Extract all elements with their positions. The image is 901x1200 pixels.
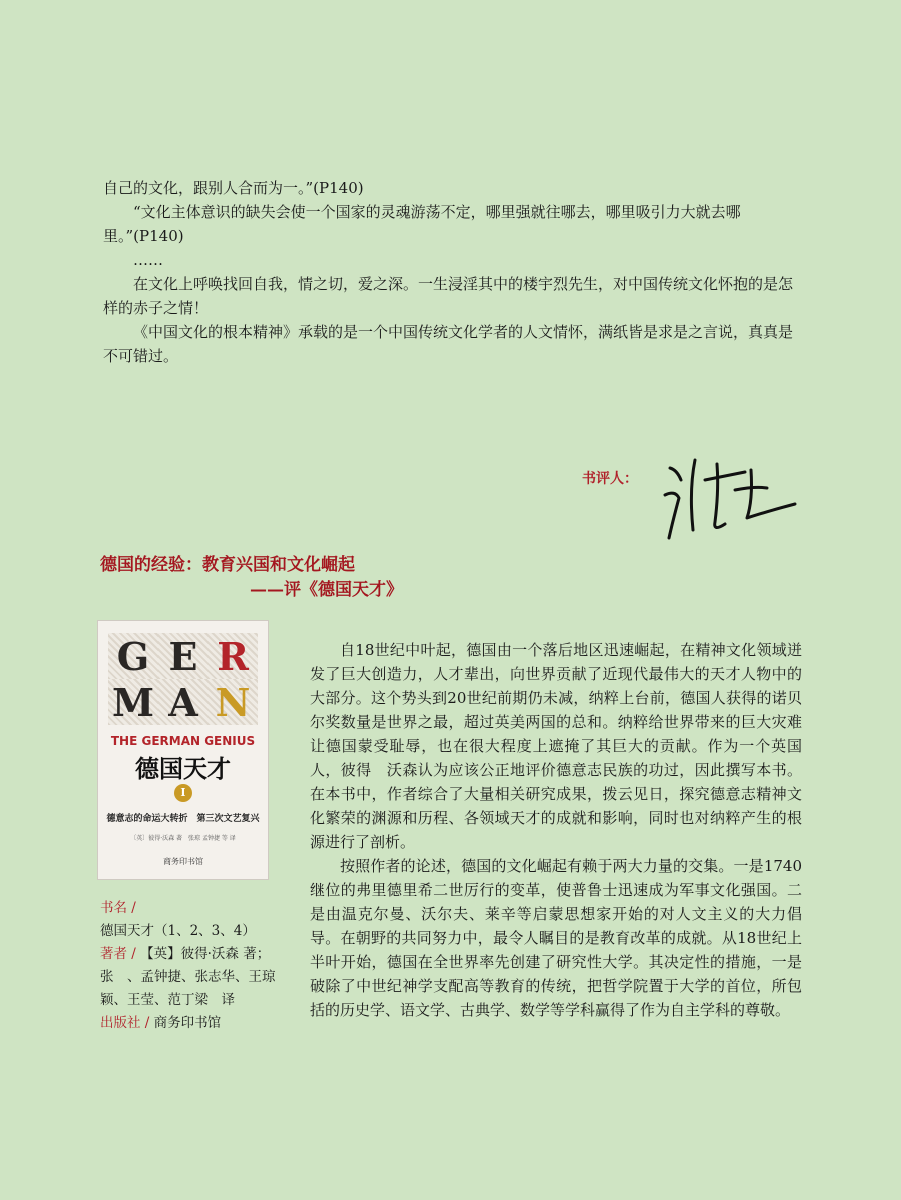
book-title-label: 书名	[100, 900, 127, 916]
cover-credit: 〔英〕彼得·沃森 著 张琼 孟钟捷 等 译	[130, 835, 236, 842]
review-paragraph: 在文化上呼唤找回自我，情之切，爱之深。一生浸淫其中的楼宇烈先生，对中国传统文化怀抱的是怎样的赤子之情！	[103, 275, 794, 317]
cover-letter-tile: N	[208, 679, 258, 725]
cover-letter-grid	[108, 633, 258, 725]
cover-letter-tile: G	[108, 633, 158, 679]
cover-publisher-logo: 商务印书馆	[163, 857, 203, 866]
review-paragraph: “文化主体意识的缺失会使一个国家的灵魂游荡不定，哪里强就往哪去，哪里吸引力大就去哪里。”(P140)	[103, 203, 741, 245]
book-info-title-line: 书名 / 德国天才（1、2、3、4）	[100, 900, 256, 939]
article-title	[100, 553, 403, 603]
book-cover-image	[97, 620, 269, 880]
book-info	[100, 897, 290, 1035]
book-info-publisher-line: 出版社 / 商务印书馆	[100, 1015, 222, 1031]
article-paragraph: 按照作者的论述，德国的文化崛起有赖于两大力量的交集。一是1740继位的弗里德里希二世厉行的变革，使普鲁士迅速成为军事文化强国。二是由温克尔曼、沃尔夫、莱辛等启蒙思想家开始的对人文主义的大力倡导。在朝野的共同努力中，最令人瞩目的是教育改革的成就。从18世纪上半叶开始，德国在全世界率先创建了研究性大学。其决定性的措施，一是破除了中世纪神学支配高等教育的传统，把哲学院置于大学的首位，所包括的历史学、语文学、古典学、数学等学科赢得了作为自主学科的尊敬。	[310, 857, 802, 1019]
cover-chinese-title: 德国天才	[135, 755, 231, 783]
review-paragraph: 《中国文化的根本精神》承载的是一个中国传统文化学者的人文情怀，满纸皆是求是之言说，真真是不可错过。	[103, 323, 794, 365]
book-info-author-line: 著者 / 【英】彼得·沃森 著；张 、孟钟捷、张志华、王琼颖、王莹、范丁梁 译	[100, 946, 276, 1008]
cover-english-title: THE GERMAN GENIUS	[110, 734, 256, 748]
review-ellipsis: ……	[133, 251, 163, 269]
book-title-value: 德国天才（1、2、3、4）	[100, 923, 256, 939]
book-author-label: 著者	[100, 946, 127, 962]
cover-letter-tile: M	[108, 679, 158, 725]
book-publisher-value: 商务印书馆	[153, 1015, 222, 1031]
article-title-main: 德国的经验：教育兴国和文化崛起	[100, 555, 355, 575]
handwritten-signature	[655, 450, 805, 545]
book-author-value: 【英】彼得·沃森 著；张 、孟钟捷、张志华、王琼颖、王莹、范丁梁 译	[100, 946, 276, 1008]
article-paragraph: 自18世纪中叶起，德国由一个落后地区迅速崛起，在精神文化领域迸发了巨大创造力，人才辈出，向世界贡献了近现代最伟大的天才人物中的大部分。这个势头到20世纪前期仍未减，纳粹上台前，德国人获得的诺贝尔奖数量是世界之最，超过英美两国的总和。纳粹给世界带来的巨大灾难让德国蒙受耻辱，也在很大程度上遮掩了其巨大的贡献。作为一个英国人，彼得 沃森认为应该公正地评价德意志民族的功过，因此撰写本书。在本书中，作者综合了大量相关研究成果，拨云见日，探究德意志精神文化繁荣的渊源和历程、各领域天才的成就和影响，同时也对纳粹产生的根源进行了剖析。	[310, 641, 802, 851]
previous-review-text	[103, 176, 803, 368]
article-subtitle: ——评《德国天才》	[250, 580, 403, 600]
cover-letter-tile: E	[158, 633, 208, 679]
book-publisher-label: 出版社	[100, 1015, 141, 1031]
review-paragraph: 自己的文化，跟别人合而为一。”(P140)	[103, 179, 364, 197]
article-body	[310, 638, 802, 1022]
reviewer-label: 书评人：	[582, 471, 638, 487]
cover-letter-tile: R	[208, 633, 258, 679]
cover-volume-badge: I	[174, 784, 192, 802]
reviewer-signature-block	[580, 450, 810, 545]
cover-letter-tile: A	[158, 679, 208, 725]
cover-subtitle: 德意志的命运大转折 第三次文艺复兴	[106, 814, 260, 824]
